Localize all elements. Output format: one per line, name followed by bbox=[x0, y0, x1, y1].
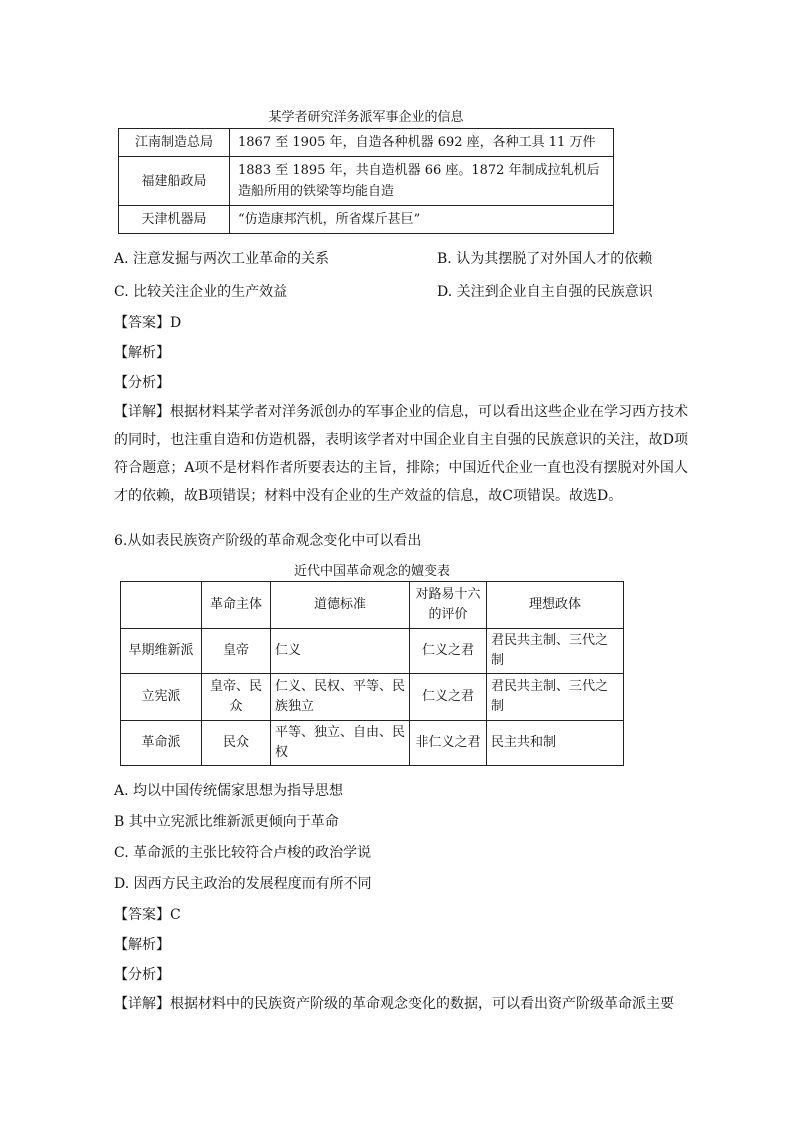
q5-analysis-label: 【解析】 bbox=[114, 345, 170, 361]
q6-detail-paragraph: 【详解】根据材料中的民族资产阶级的革命观念变化的数据，可以看出资产阶级革命派主要 bbox=[114, 996, 674, 1012]
q6-stem: 6.从如表民族资产阶级的革命观念变化中可以看出 bbox=[114, 533, 422, 549]
q5-fenxi-label: 【分析】 bbox=[114, 375, 170, 391]
q5-detail-paragraph: 【详解】根据材料某学者对洋务派创办的军事企业的信息，可以看出这些企业在学习西方技术的同时，也注重自造和仿造机器，表明该学者对中国企业自主自强的民族意识的关注，故D项符合题意；A项不是材料作者所要表达的主旨，排除；中国近代企业一直也没有摆脱对外国人才的依赖，故B项错误；材料中没有企业的生产效益的信息，故C项错误。故选D。 bbox=[114, 404, 688, 504]
q6-cell-r1-c3: 仁义之君 bbox=[410, 629, 487, 674]
q6-cell-r1-c0: 早期维新派 bbox=[121, 629, 202, 674]
q6-cell-r3-c0: 革命派 bbox=[121, 721, 202, 766]
q6-cell-r3-c1: 民众 bbox=[202, 721, 271, 766]
q6-cell-r2-c3: 仁义之君 bbox=[410, 674, 487, 721]
q6-fenxi-label: 【分析】 bbox=[114, 967, 170, 983]
q5-option-b: B. 认为其摆脱了对外国人才的依赖 bbox=[437, 251, 653, 267]
q6-cell-r2-c0: 立宪派 bbox=[121, 674, 202, 721]
q5-row-1-info: 1867 至 1905 年，自造各种机器 692 座，各种工具 11 万件 bbox=[230, 129, 614, 157]
q6-option-d: D. 因西方民主政治的发展程度而有所不同 bbox=[114, 876, 372, 892]
q6-cell-r1-c2: 仁义 bbox=[271, 629, 410, 674]
q5-option-c: C. 比较关注企业的生产效益 bbox=[114, 284, 288, 300]
q6-cell-r3-c3: 非仁义之君 bbox=[410, 721, 487, 766]
q6-cell-r2-c4: 君民共主制、三代之制 bbox=[487, 674, 624, 721]
q5-row-1-name: 江南制造总局 bbox=[119, 129, 230, 157]
q5-row-2-name: 福建船政局 bbox=[119, 157, 230, 206]
q6-header-4: 理想政体 bbox=[487, 582, 624, 629]
q6-cell-r3-c4: 民主共和制 bbox=[487, 721, 624, 766]
q6-cell-r2-c1: 皇帝、民众 bbox=[202, 674, 271, 721]
q5-answer: 【答案】D bbox=[114, 315, 182, 331]
q5-row-3-name: 天津机器局 bbox=[119, 206, 230, 234]
q6-header-1: 革命主体 bbox=[202, 582, 271, 629]
q6-option-c: C. 革命派的主张比较符合卢梭的政治学说 bbox=[114, 845, 372, 861]
q5-option-a: A. 注意发掘与两次工业革命的关系 bbox=[114, 251, 330, 267]
q6-analysis-label: 【解析】 bbox=[114, 937, 170, 953]
q5-enterprise-table bbox=[118, 128, 614, 234]
q6-cell-r1-c1: 皇帝 bbox=[202, 629, 271, 674]
q5-row-2-info: 1883 至 1895 年，共自造机器 66 座。1872 年制成拉轧机后造船所用的铁梁等均能自造 bbox=[230, 157, 614, 206]
q5-table-caption: 某学者研究洋务派军事企业的信息 bbox=[268, 110, 464, 125]
table-header-row bbox=[121, 582, 624, 629]
q6-header-3: 对路易十六的评价 bbox=[410, 582, 487, 629]
q6-option-a: A. 均以中国传统儒家思想为指导思想 bbox=[114, 783, 344, 799]
q5-option-d: D. 关注到企业自主自强的民族意识 bbox=[437, 284, 653, 300]
q6-option-b: B 其中立宪派比维新派更倾向于革命 bbox=[114, 814, 339, 830]
q6-header-2: 道德标准 bbox=[271, 582, 410, 629]
q6-cell-r3-c2: 平等、独立、自由、民权 bbox=[271, 721, 410, 766]
table-row bbox=[121, 629, 624, 674]
q6-answer: 【答案】C bbox=[114, 907, 181, 923]
q6-revolution-table bbox=[120, 581, 624, 766]
table-row bbox=[121, 674, 624, 721]
q6-table-caption: 近代中国革命观念的嬗变表 bbox=[293, 564, 450, 579]
table-row bbox=[119, 129, 614, 157]
q5-row-3-info: “仿造康邦汽机，所省煤斤甚巨” bbox=[230, 206, 614, 234]
q6-cell-r1-c4: 君民共主制、三代之制 bbox=[487, 629, 624, 674]
q6-header-0 bbox=[121, 582, 202, 629]
table-row bbox=[121, 721, 624, 766]
table-row bbox=[119, 157, 614, 206]
q6-cell-r2-c2: 仁义、民权、平等、民族独立 bbox=[271, 674, 410, 721]
table-row bbox=[119, 206, 614, 234]
